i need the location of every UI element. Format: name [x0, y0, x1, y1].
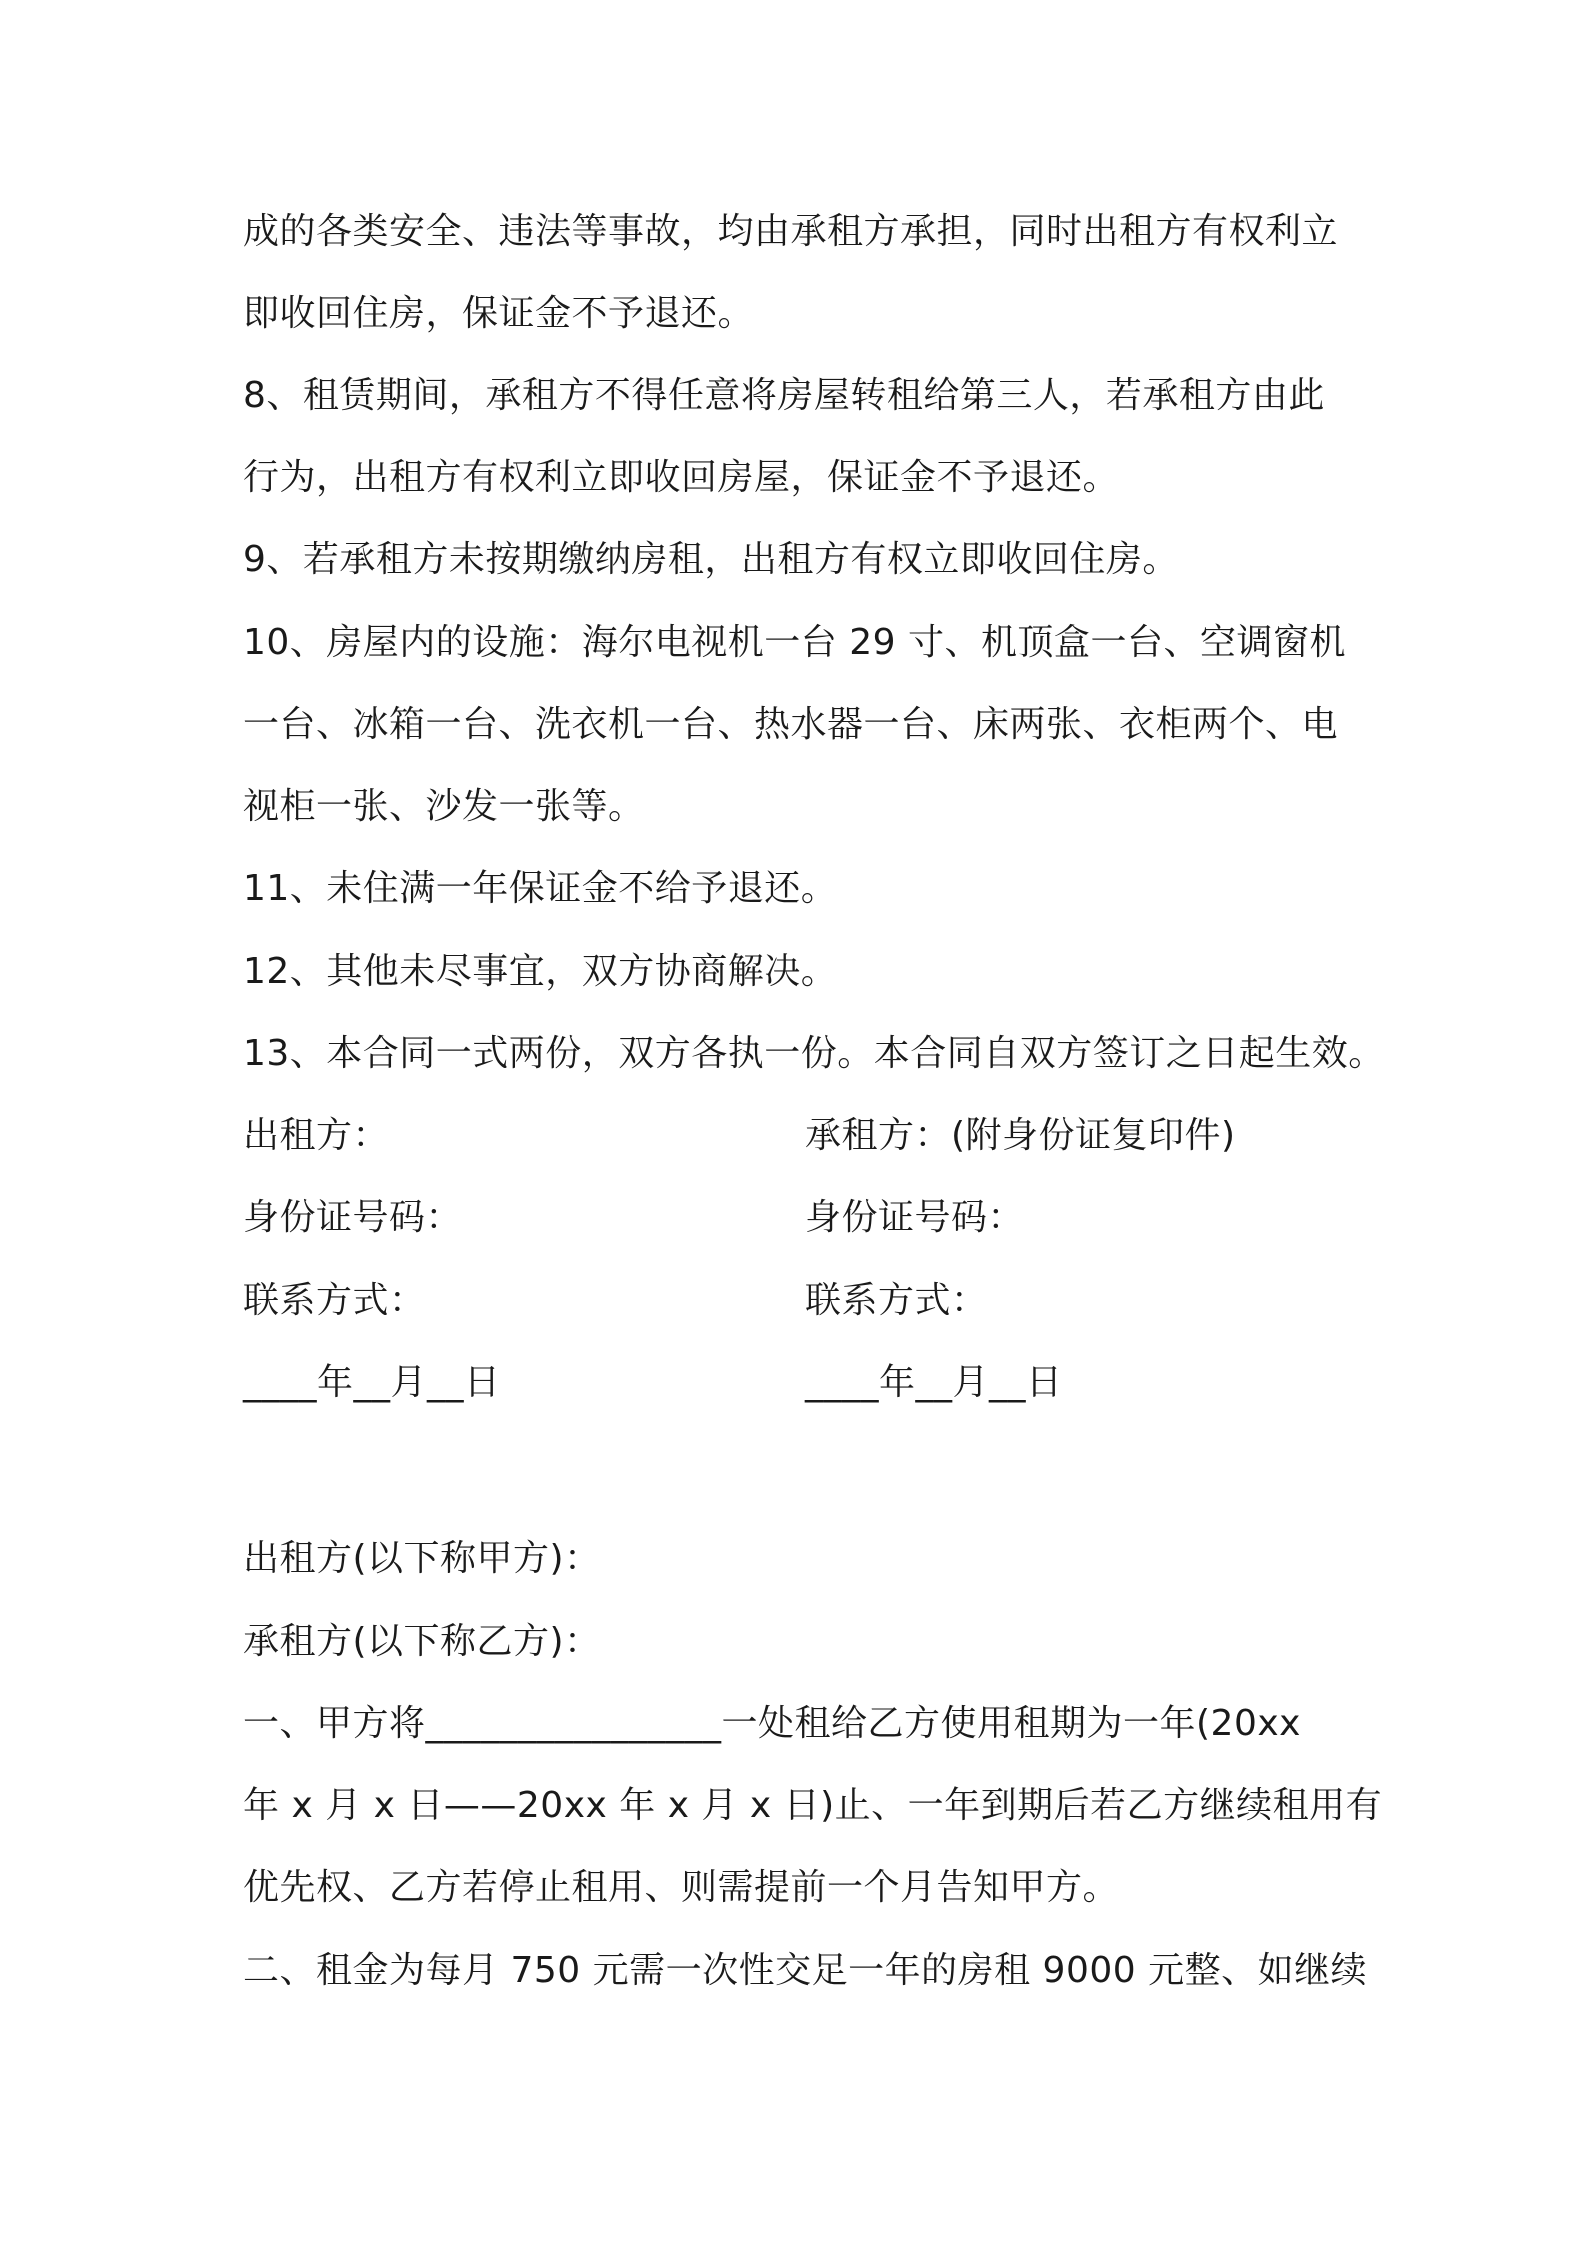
clause-1-line-1: 一、甲方将________________一处租给乙方使用租期为一年(20xx: [243, 1703, 1301, 1744]
clause-10-line-2: 一台、冰箱一台、洗衣机一台、热水器一台、床两张、衣柜两个、电: [243, 704, 1339, 745]
lessor-label: 出租方：: [243, 1115, 390, 1156]
clause-11: 11、未住满一年保证金不给予退还。: [243, 868, 838, 909]
lessor-id-label: 身份证号码：: [243, 1197, 463, 1238]
clause-10-line-3: 视柜一张、沙发一张等。: [243, 786, 645, 827]
clause-1-line-3: 优先权、乙方若停止租用、则需提前一个月告知甲方。: [243, 1867, 1120, 1908]
lessee-id-label: 身份证号码：: [805, 1197, 1025, 1238]
lessee-contact-label: 联系方式：: [805, 1280, 988, 1321]
clause-12: 12、其他未尽事宜，双方协商解决。: [243, 951, 838, 992]
lessor-date: ____年__月__日: [243, 1362, 501, 1403]
clause-8-line-2: 行为，出租方有权利立即收回房屋，保证金不予退还。: [243, 457, 1120, 498]
clause-10-line-1: 10、房屋内的设施：海尔电视机一台 29 寸、机顶盒一台、空调窗机: [243, 622, 1347, 663]
party-b-label: 承租方(以下称乙方)：: [243, 1621, 601, 1662]
clause-9: 9、若承租方未按期缴纳房租，出租方有权立即收回住房。: [243, 539, 1179, 580]
clause-1-line-2: 年 x 月 x 日——20xx 年 x 月 x 日)止、一年到期后若乙方继续租用有: [243, 1785, 1383, 1826]
clause-7-line-2: 即收回住房，保证金不予退还。: [243, 293, 755, 334]
clause-8-line-1: 8、租赁期间，承租方不得任意将房屋转租给第三人，若承租方由此: [243, 375, 1325, 416]
clause-7-line-1: 成的各类安全、违法等事故，均由承租方承担，同时出租方有权利立: [243, 211, 1339, 252]
lessee-label: 承租方：(附身份证复印件): [805, 1115, 1236, 1156]
clause-2-line-1: 二、租金为每月 750 元需一次性交足一年的房租 9000 元整、如继续: [243, 1950, 1368, 1991]
lessee-date: ____年__月__日: [805, 1362, 1063, 1403]
lessor-contact-label: 联系方式：: [243, 1280, 426, 1321]
clause-13: 13、本合同一式两份，双方各执一份。本合同自双方签订之日起生效。: [243, 1033, 1385, 1074]
party-a-label: 出租方(以下称甲方)：: [243, 1538, 601, 1579]
